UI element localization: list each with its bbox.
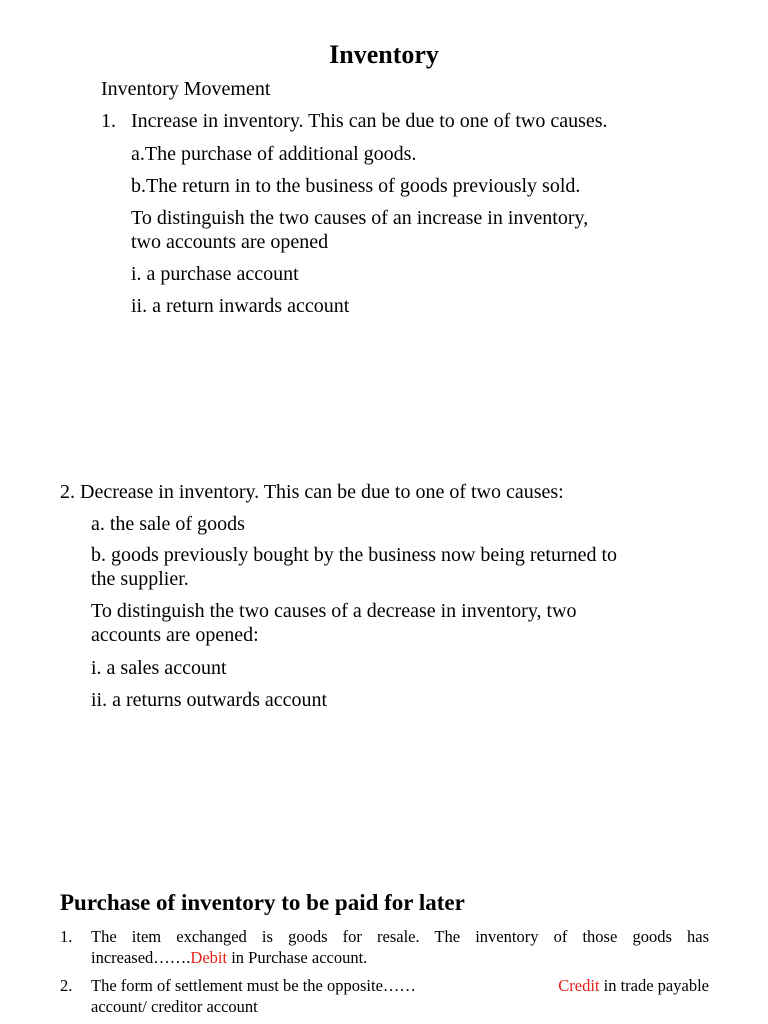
list-item-number: 1. (101, 110, 116, 132)
item1-suffix: in Purchase account. (227, 948, 368, 967)
distinguish-text-line2: two accounts are opened (131, 231, 329, 253)
item2-suffix: in trade payable (599, 976, 709, 995)
cause-a: a. the sale of goods (91, 513, 245, 535)
purchase-item1-line1: The item exchanged is goods for resale. The inventory of those goods has (91, 927, 709, 946)
account-item-i: i. a purchase account (131, 263, 299, 285)
page-title: Inventory (329, 40, 439, 69)
debit-highlight: Debit (190, 948, 228, 967)
distinguish-text-line1: To distinguish the two causes of a decrease in inventory, two (91, 600, 577, 622)
distinguish-text-line2: accounts are opened: (91, 624, 259, 646)
purchase-item1-line2 (91, 948, 367, 968)
list-item-number: 1. (60, 927, 73, 946)
account-item-ii: ii. a returns outwards account (91, 689, 328, 711)
account-item-i: i. a sales account (91, 657, 227, 679)
item1-prefix: increased……. (91, 948, 191, 967)
section-subtitle: Inventory Movement (101, 78, 271, 100)
section2-heading: 2. Decrease in inventory. This can be due to one of two causes: (60, 481, 564, 503)
list-item-text: Increase in inventory. This can be due to one of two causes. (131, 110, 608, 132)
cause-b-line2: the supplier. (91, 568, 189, 590)
distinguish-text-line1: To distinguish the two causes of an increase in inventory, (131, 207, 589, 229)
account-item-ii: ii. a return inwards account (131, 295, 350, 317)
cause-b-line1: b. goods previously bought by the business now being returned to (91, 544, 618, 566)
purchase-item2-line2: account/ creditor account (91, 997, 258, 1016)
purchase-item2-line1 (91, 976, 709, 996)
item2-prefix: The form of settlement must be the opposite…… (91, 976, 416, 995)
cause-b: b.The return in to the business of goods previously sold. (131, 175, 581, 197)
list-item-number: 2. (60, 976, 73, 995)
cause-a: a.The purchase of additional goods. (131, 143, 417, 165)
section3-heading: Purchase of inventory to be paid for later (60, 890, 465, 915)
credit-highlight: Credit (558, 976, 600, 995)
